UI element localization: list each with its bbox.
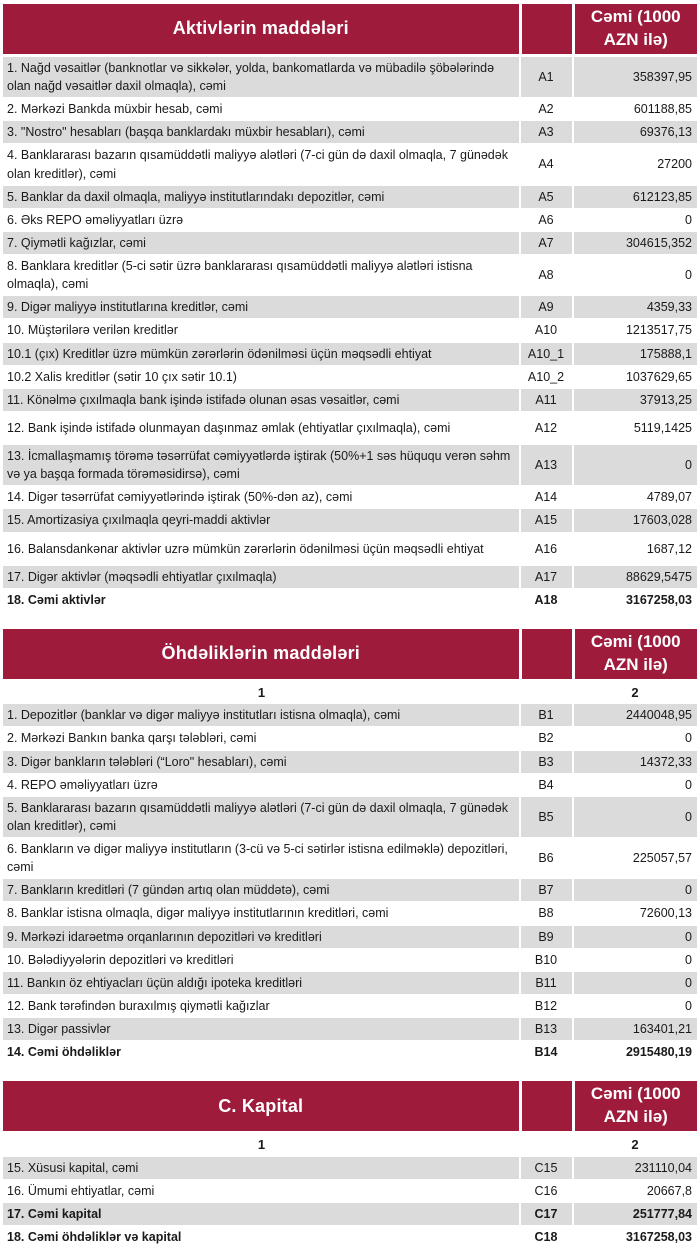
table-row	[3, 727, 697, 750]
column-numbering-row	[3, 1133, 697, 1157]
row-value: 0	[573, 879, 697, 902]
row-code: A8	[520, 255, 573, 296]
row-label: 7. Bankların kreditləri (7 gündən artıq olan müddətə), cəmi	[3, 879, 520, 902]
table-row	[3, 365, 697, 388]
row-value: 0	[573, 948, 697, 971]
table-row	[3, 925, 697, 948]
row-code: A18	[520, 588, 573, 611]
table-row	[3, 1018, 697, 1041]
table-row	[3, 902, 697, 925]
column-number-blank	[520, 1133, 573, 1157]
table-row	[3, 445, 697, 486]
row-label: 1. Nağd vəsaitlər (banknotlar və sikkələr, yolda, bankomatlarda və mübadilə şöbələrində olan nağd vəsaitlər daxil olmaqla), cəmi	[3, 55, 520, 97]
table-row	[3, 588, 697, 611]
table-row	[3, 121, 697, 144]
table-row	[3, 704, 697, 727]
row-label: 3. Digər bankların tələbləri (“Loro" hesabları), cəmi	[3, 750, 520, 773]
row-code: B2	[520, 727, 573, 750]
table-row	[3, 55, 697, 97]
row-label: 4. Banklararası bazarın qısamüddətli maliyyə alətləri (7-ci gün də daxil olmaqla, 7 günədək olan kreditlər), cəmi	[3, 144, 520, 185]
assets-header-row	[3, 4, 697, 55]
table-row	[3, 98, 697, 121]
row-code: B13	[520, 1018, 573, 1041]
table-row	[3, 971, 697, 994]
table-row	[3, 411, 697, 444]
column-number-2: 2	[573, 680, 697, 704]
row-code: A10	[520, 319, 573, 342]
row-label: 10.1 (çıx) Kreditlər üzrə mümkün zərərlərin ödənilməsi üçün məqsədli ehtiyat	[3, 342, 520, 365]
row-code: A10_2	[520, 365, 573, 388]
row-value: 304615,352	[573, 231, 697, 254]
table-row	[3, 750, 697, 773]
row-value: 612123,85	[573, 185, 697, 208]
row-value: 1213517,75	[573, 319, 697, 342]
row-value: 3167258,03	[573, 588, 697, 611]
table-row	[3, 838, 697, 879]
table-row	[3, 208, 697, 231]
row-value: 1687,12	[573, 532, 697, 565]
row-value: 231110,04	[573, 1156, 697, 1179]
row-code: A13	[520, 445, 573, 486]
row-label: 9. Digər maliyyə institutlarına kreditlər, cəmi	[3, 296, 520, 319]
row-value: 27200	[573, 144, 697, 185]
row-code: B1	[520, 704, 573, 727]
table-row	[3, 1156, 697, 1179]
row-code: C15	[520, 1156, 573, 1179]
row-code: A6	[520, 208, 573, 231]
row-label: 15. Xüsusi kapital, cəmi	[3, 1156, 520, 1179]
row-value: 0	[573, 208, 697, 231]
row-code: A16	[520, 532, 573, 565]
row-label: 2. Mərkəzi Bankda müxbir hesab, cəmi	[3, 98, 520, 121]
column-number-blank	[520, 680, 573, 704]
row-label: 2. Mərkəzi Bankın banka qarşı tələbləri, cəmi	[3, 727, 520, 750]
capital-value-column-header: Cəmi (1000 AZN ilə)	[573, 1081, 697, 1132]
row-label: 16. Balansdankənar aktivlər uzrə mümkün zərərlərin ödənilməsi üçün məqsədli ehtiyat	[3, 532, 520, 565]
row-value: 2915480,19	[573, 1041, 697, 1064]
row-code: C16	[520, 1179, 573, 1202]
liabilities-code-column-header	[520, 629, 573, 680]
row-code: A10_1	[520, 342, 573, 365]
row-label: 17. Cəmi kapital	[3, 1202, 520, 1225]
liabilities-section-title: Öhdəliklərin maddələri	[3, 629, 520, 680]
row-code: A7	[520, 231, 573, 254]
row-label: 13. İcmallaşmamış törəmə təsərrüfat cəmiyyətlərdə iştirak (50%+1 səs hüququ verən səhm və ya başqa formada törəməsidirsə), cəmi	[3, 445, 520, 486]
column-numbering-row	[3, 680, 697, 704]
row-value: 0	[573, 994, 697, 1017]
row-value: 88629,5475	[573, 565, 697, 588]
table-row	[3, 1041, 697, 1064]
table-row	[3, 319, 697, 342]
row-label: 1. Depozitlər (banklar və digər maliyyə institutları istisna olmaqla), cəmi	[3, 704, 520, 727]
row-value: 0	[573, 445, 697, 486]
row-code: B11	[520, 971, 573, 994]
row-value: 4359,33	[573, 296, 697, 319]
row-value: 175888,1	[573, 342, 697, 365]
row-code: B8	[520, 902, 573, 925]
table-row	[3, 1202, 697, 1225]
row-label: 18. Cəmi öhdəliklər və kapital	[3, 1226, 520, 1249]
table-row	[3, 144, 697, 185]
table-row	[3, 296, 697, 319]
row-label: 6. Əks REPO əməliyyatları üzrə	[3, 208, 520, 231]
row-value: 251777,84	[573, 1202, 697, 1225]
row-label: 12. Bank tərəfindən buraxılmış qiymətli kağızlar	[3, 994, 520, 1017]
column-number-1: 1	[3, 1133, 520, 1157]
table-row	[3, 231, 697, 254]
row-label: 13. Digər passivlər	[3, 1018, 520, 1041]
row-code: B12	[520, 994, 573, 1017]
assets-section	[3, 4, 697, 612]
row-label: 16. Ümumi ehtiyatlar, cəmi	[3, 1179, 520, 1202]
row-code: A11	[520, 388, 573, 411]
row-label: 18. Cəmi aktivlər	[3, 588, 520, 611]
liabilities-table	[3, 629, 697, 1064]
row-label: 11. Könəlmə çıxılmaqla bank işində istifadə olunan əsas vəsaitlər, cəmi	[3, 388, 520, 411]
table-row	[3, 185, 697, 208]
row-value: 5119,1425	[573, 411, 697, 444]
table-row	[3, 796, 697, 837]
row-value: 601188,85	[573, 98, 697, 121]
table-row	[3, 1179, 697, 1202]
row-value: 4789,07	[573, 486, 697, 509]
capital-table	[3, 1081, 697, 1249]
table-row	[3, 342, 697, 365]
row-label: 9. Mərkəzi idarəetmə orqanlarının depozitləri və kreditləri	[3, 925, 520, 948]
table-row	[3, 994, 697, 1017]
row-code: A17	[520, 565, 573, 588]
row-code: C18	[520, 1226, 573, 1249]
liabilities-section	[3, 629, 697, 1064]
row-value: 358397,95	[573, 55, 697, 97]
row-value: 72600,13	[573, 902, 697, 925]
row-code: B5	[520, 796, 573, 837]
row-value: 0	[573, 796, 697, 837]
table-row	[3, 773, 697, 796]
row-code: A2	[520, 98, 573, 121]
row-value: 2440048,95	[573, 704, 697, 727]
row-label: 5. Banklararası bazarın qısamüddətli maliyyə alətləri (7-ci gün də daxil olmaqla, 7 günədək olan kreditlər), cəmi	[3, 796, 520, 837]
row-code: B3	[520, 750, 573, 773]
table-row	[3, 1226, 697, 1249]
row-code: B7	[520, 879, 573, 902]
table-row	[3, 388, 697, 411]
liabilities-header-row	[3, 629, 697, 680]
row-value: 69376,13	[573, 121, 697, 144]
table-row	[3, 565, 697, 588]
row-label: 4. REPO əməliyyatları üzrə	[3, 773, 520, 796]
row-label: 14. Cəmi öhdəliklər	[3, 1041, 520, 1064]
table-row	[3, 255, 697, 296]
table-row	[3, 486, 697, 509]
row-value: 1037629,65	[573, 365, 697, 388]
liabilities-value-column-header: Cəmi (1000 AZN ilə)	[573, 629, 697, 680]
capital-header-row	[3, 1081, 697, 1132]
row-label: 17. Digər aktivlər (məqsədli ehtiyatlar çıxılmaqla)	[3, 565, 520, 588]
assets-value-column-header: Cəmi (1000 AZN ilə)	[573, 4, 697, 55]
table-row	[3, 532, 697, 565]
row-label: 14. Digər təsərrüfat cəmiyyətlərində iştirak (50%-dən az), cəmi	[3, 486, 520, 509]
row-code: A12	[520, 411, 573, 444]
row-label: 10.2 Xalis kreditlər (sətir 10 çıx sətir 10.1)	[3, 365, 520, 388]
row-code: B10	[520, 948, 573, 971]
row-value: 0	[573, 727, 697, 750]
row-code: C17	[520, 1202, 573, 1225]
row-code: A9	[520, 296, 573, 319]
assets-table	[3, 4, 697, 612]
row-label: 10. Bələdiyyələrin depozitləri və kreditləri	[3, 948, 520, 971]
row-code: B14	[520, 1041, 573, 1064]
row-value: 0	[573, 925, 697, 948]
row-label: 11. Bankın öz ehtiyacları üçün aldığı ipoteka kreditləri	[3, 971, 520, 994]
capital-section-title: C. Kapital	[3, 1081, 520, 1132]
capital-code-column-header	[520, 1081, 573, 1132]
row-value: 0	[573, 255, 697, 296]
row-label: 3. "Nostro" hesabları (başqa banklardakı müxbir hesabları), cəmi	[3, 121, 520, 144]
row-value: 20667,8	[573, 1179, 697, 1202]
row-label: 5. Banklar da daxil olmaqla, maliyyə institutlarındakı depozitlər, cəmi	[3, 185, 520, 208]
column-number-2: 2	[573, 1133, 697, 1157]
table-row	[3, 509, 697, 532]
row-value: 225057,57	[573, 838, 697, 879]
row-code: A5	[520, 185, 573, 208]
row-code: A3	[520, 121, 573, 144]
row-value: 3167258,03	[573, 1226, 697, 1249]
table-row	[3, 948, 697, 971]
row-code: B4	[520, 773, 573, 796]
row-value: 17603,028	[573, 509, 697, 532]
row-label: 10. Müştərilərə verilən kreditlər	[3, 319, 520, 342]
row-value: 0	[573, 773, 697, 796]
row-label: 6. Bankların və digər maliyyə institutların (3-cü və 5-ci sətirlər istisna edilməklə) depozitləri, cəmi	[3, 838, 520, 879]
assets-code-column-header	[520, 4, 573, 55]
row-label: 12. Bank işində istifadə olunmayan daşınmaz əmlak (ehtiyatlar çıxılmaqla), cəmi	[3, 411, 520, 444]
table-row	[3, 879, 697, 902]
assets-section-title: Aktivlərin maddələri	[3, 4, 520, 55]
row-value: 14372,33	[573, 750, 697, 773]
column-number-1: 1	[3, 680, 520, 704]
row-label: 7. Qiymətli kağızlar, cəmi	[3, 231, 520, 254]
row-label: 8. Banklara kreditlər (5-ci sətir üzrə banklararası qısamüddətli maliyyə alətləri istisna olmaqla), cəmi	[3, 255, 520, 296]
row-value: 37913,25	[573, 388, 697, 411]
row-code: A14	[520, 486, 573, 509]
row-label: 15. Amortizasiya çıxılmaqla qeyri-maddi aktivlər	[3, 509, 520, 532]
row-value: 163401,21	[573, 1018, 697, 1041]
row-code: B9	[520, 925, 573, 948]
row-value: 0	[573, 971, 697, 994]
row-code: B6	[520, 838, 573, 879]
row-code: A15	[520, 509, 573, 532]
row-label: 8. Banklar istisna olmaqla, digər maliyyə institutlarının kreditləri, cəmi	[3, 902, 520, 925]
row-code: A1	[520, 55, 573, 97]
capital-section	[3, 1081, 697, 1249]
row-code: A4	[520, 144, 573, 185]
